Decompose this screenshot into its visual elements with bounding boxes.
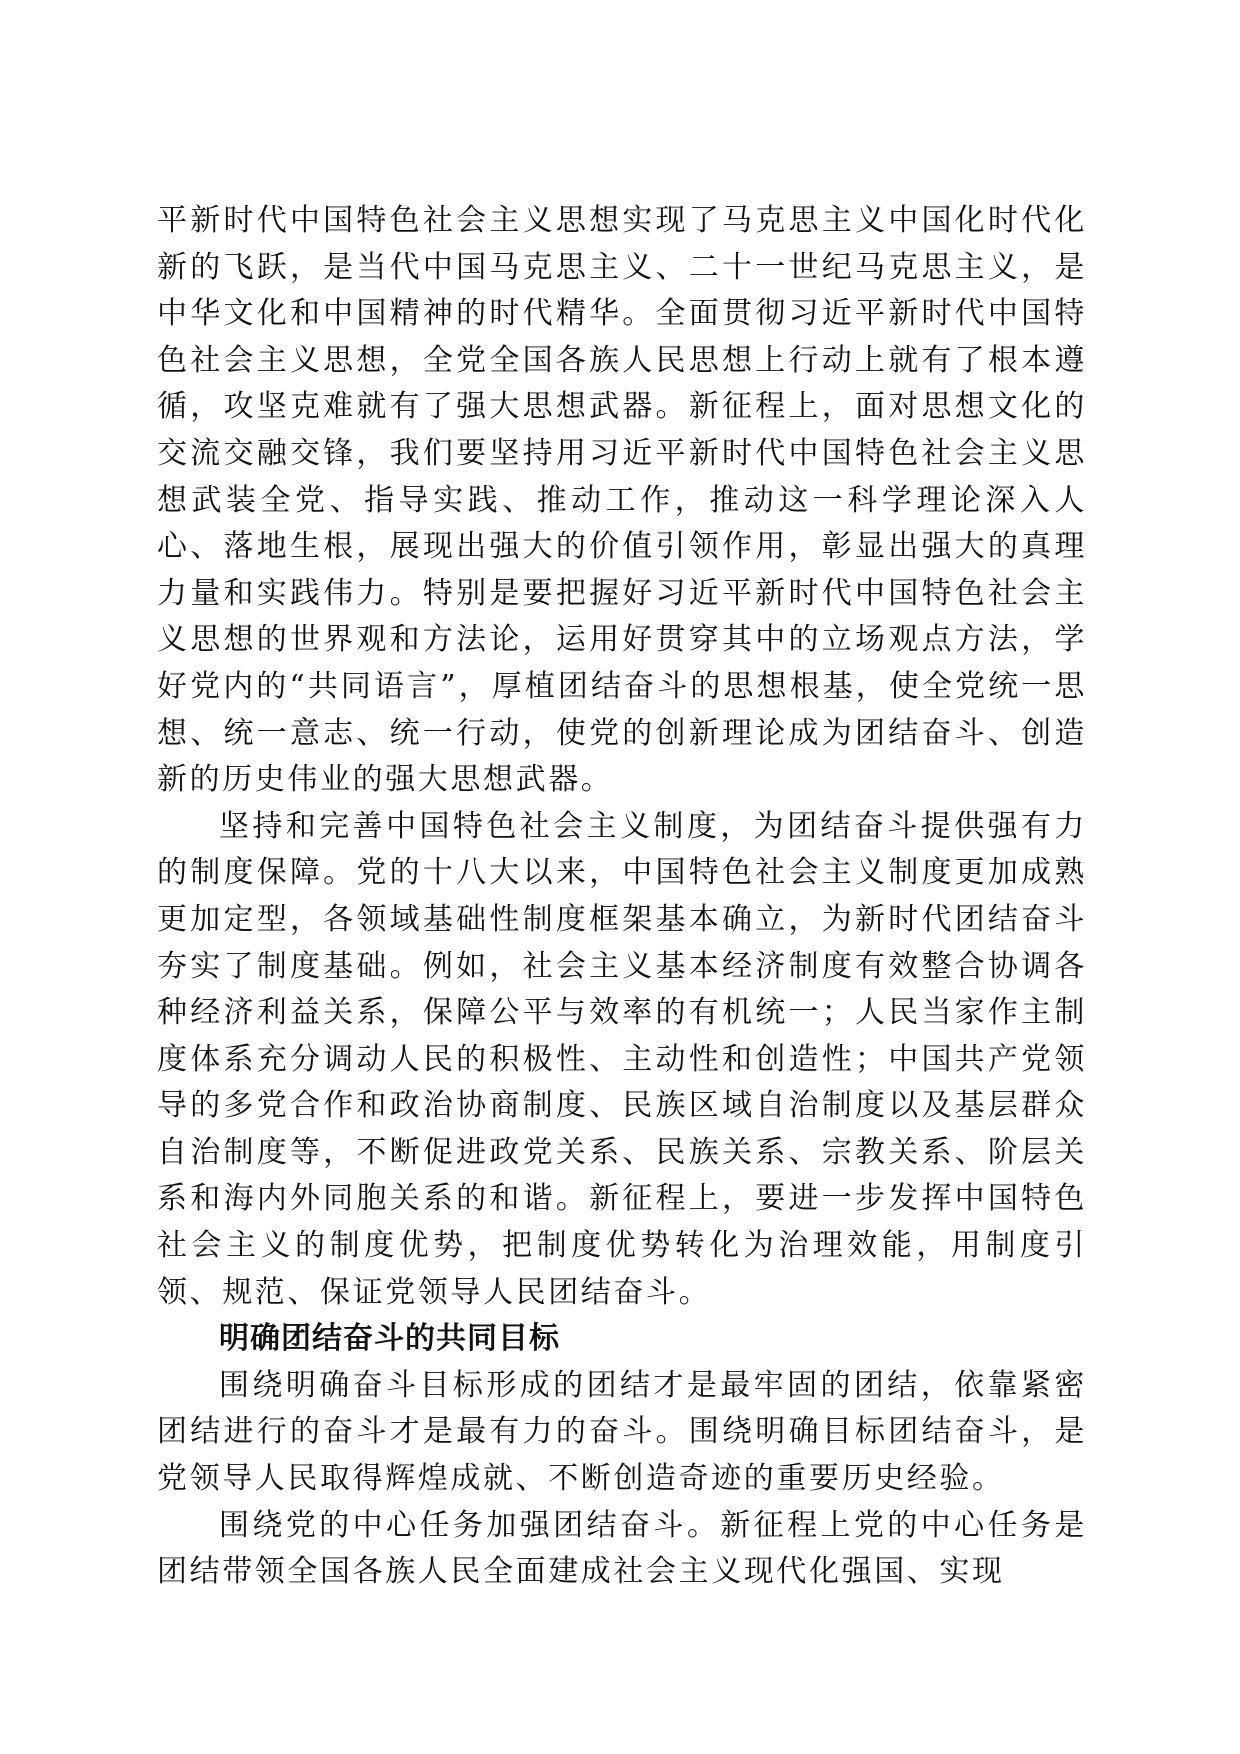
paragraph-common-goal: 围绕明确奋斗目标形成的团结才是最牢固的团结，依靠紧密团结进行的奋斗才是最有力的奋斗。围绕明确目标团结奋斗，是党领导人民取得辉煌成就、不断创造奇迹的重要历史经验。 xyxy=(157,1367,1087,1497)
section-heading: 明确团结奋斗的共同目标 xyxy=(219,1321,560,1357)
paragraph-central-task: 围绕党的中心任务加强团结奋斗。新征程上党的中心任务是团结带领全国各族人民全面建成社会主义现代化强国、实现 xyxy=(157,1507,1087,1590)
paragraph-institutional-guarantee: 坚持和完善中国特色社会主义制度，为团结奋斗提供强有力的制度保障。党的十八大以来，中国特色社会主义制度更加成熟更加定型，各领域基础性制度框架基本确立，为新时代团结奋斗夯实了制度基础。例如，社会主义基本经济制度有效整合协调各种经济利益关系，保障公平与效率的有机统一；人民当家作主制度体系充分调动人民的积极性、主动性和创造性；中国共产党领导的多党合作和政治协商制度、民族区域自治制度以及基层群众自治制度等，不断促进政党关系、民族关系、宗教关系、阶层关系和海内外同胞关系的和谐。新征程上，要进一步发挥中国特色社会主义的制度优势，把制度优势转化为治理效能，用制度引领、规范、保证党领导人民团结奋斗。 xyxy=(157,808,1087,1310)
document-page xyxy=(157,198,1087,1596)
paragraph-continued: 平新时代中国特色社会主义思想实现了马克思主义中国化时代化新的飞跃，是当代中国马克思主义、二十一世纪马克思主义，是中华文化和中国精神的时代精华。全面贯彻习近平新时代中国特色社会主义思想，全党全国各族人民思想上行动上就有了根本遵循，攻坚克难就有了强大思想武器。新征程上，面对思想文化的交流交融交锋，我们要坚持用习近平新时代中国特色社会主义思想武装全党、指导实践、推动工作，推动这一科学理论深入人心、落地生根，展现出强大的价值引领作用，彰显出强大的真理力量和实践伟力。特别是要把握好习近平新时代中国特色社会主义思想的世界观和方法论，运用好贯穿其中的立场观点方法，学好党内的“共同语言”，厚植团结奋斗的思想根基，使全党统一思想、统一意志、统一行动，使党的创新理论成为团结奋斗、创造新的历史伟业的强大思想武器。 xyxy=(157,203,1087,798)
